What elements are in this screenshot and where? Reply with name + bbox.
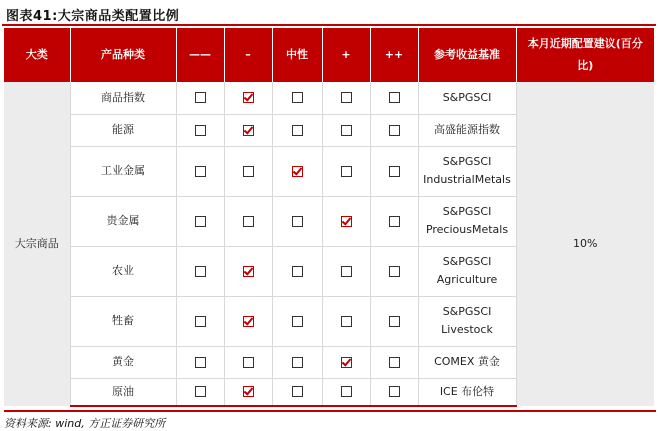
empty-checkbox-icon bbox=[341, 386, 352, 397]
rating-cell bbox=[176, 296, 224, 346]
benchmark-line: S&PGSCI bbox=[442, 255, 492, 268]
rating-cell bbox=[272, 114, 322, 146]
rating-cell bbox=[272, 296, 322, 346]
rating-cell bbox=[224, 246, 272, 296]
checked-checkbox-icon bbox=[243, 316, 254, 327]
product-cell: 贵金属 bbox=[70, 196, 176, 246]
rating-cell bbox=[176, 378, 224, 406]
checked-checkbox-icon bbox=[243, 266, 254, 277]
rating-cell bbox=[272, 346, 322, 378]
checked-checkbox-icon bbox=[341, 357, 352, 368]
benchmark-line: S&PGSCI bbox=[442, 90, 492, 104]
benchmark-cell bbox=[418, 378, 516, 406]
benchmark-cell bbox=[418, 146, 516, 196]
rating-cell bbox=[370, 146, 418, 196]
empty-checkbox-icon bbox=[292, 386, 303, 397]
rating-cell bbox=[370, 114, 418, 146]
empty-checkbox-icon bbox=[341, 92, 352, 103]
header-strong-negative: —— bbox=[176, 28, 224, 82]
table-row bbox=[4, 82, 654, 114]
benchmark-line: ICE 布伦特 bbox=[439, 384, 495, 398]
benchmark-cell bbox=[418, 82, 516, 114]
product-cell: 农业 bbox=[70, 246, 176, 296]
rating-cell bbox=[176, 196, 224, 246]
empty-checkbox-icon bbox=[389, 316, 400, 327]
checked-checkbox-icon bbox=[341, 216, 352, 227]
title-divider bbox=[2, 24, 656, 26]
rating-cell bbox=[224, 146, 272, 196]
rating-cell bbox=[370, 346, 418, 378]
allocation-table bbox=[4, 28, 654, 407]
header-row bbox=[4, 28, 654, 82]
rating-cell bbox=[322, 378, 370, 406]
benchmark-cell bbox=[418, 346, 516, 378]
rating-cell bbox=[370, 246, 418, 296]
empty-checkbox-icon bbox=[243, 166, 254, 177]
product-cell: 原油 bbox=[70, 378, 176, 406]
header-benchmark: 参考收益基准 bbox=[418, 28, 516, 82]
rating-cell bbox=[322, 246, 370, 296]
benchmark-line: PreciousMetals bbox=[425, 223, 509, 236]
benchmark-cell bbox=[418, 196, 516, 246]
rating-cell bbox=[322, 346, 370, 378]
empty-checkbox-icon bbox=[389, 266, 400, 277]
rating-cell bbox=[272, 378, 322, 406]
rating-cell bbox=[176, 114, 224, 146]
header-suggestion: 本月近期配置建议(百分比) bbox=[516, 28, 654, 82]
empty-checkbox-icon bbox=[292, 125, 303, 136]
benchmark-line: Agriculture bbox=[436, 273, 498, 286]
product-cell: 黄金 bbox=[70, 346, 176, 378]
empty-checkbox-icon bbox=[195, 386, 206, 397]
rating-cell bbox=[224, 296, 272, 346]
checked-checkbox-icon bbox=[243, 386, 254, 397]
empty-checkbox-icon bbox=[389, 357, 400, 368]
category-cell: 大宗商品 bbox=[4, 82, 70, 406]
figure-title: 图表41:大宗商品类配置比例 bbox=[6, 9, 180, 24]
rating-cell bbox=[322, 196, 370, 246]
benchmark-cell bbox=[418, 246, 516, 296]
empty-checkbox-icon bbox=[292, 216, 303, 227]
rating-cell bbox=[224, 196, 272, 246]
rating-cell bbox=[176, 146, 224, 196]
header-product: 产品种类 bbox=[70, 28, 176, 82]
empty-checkbox-icon bbox=[195, 316, 206, 327]
benchmark-line: S&PGSCI bbox=[442, 305, 492, 318]
rating-cell bbox=[272, 196, 322, 246]
empty-checkbox-icon bbox=[195, 125, 206, 136]
checked-checkbox-icon bbox=[243, 92, 254, 103]
product-cell: 商品指数 bbox=[70, 82, 176, 114]
empty-checkbox-icon bbox=[389, 386, 400, 397]
source-note: 资料来源: wind, 方正证券研究所 bbox=[4, 410, 656, 431]
benchmark-line: 高盛能源指数 bbox=[434, 123, 500, 136]
header-strong-positive: ++ bbox=[370, 28, 418, 82]
rating-cell bbox=[322, 146, 370, 196]
product-cell: 牲畜 bbox=[70, 296, 176, 346]
empty-checkbox-icon bbox=[292, 316, 303, 327]
empty-checkbox-icon bbox=[341, 166, 352, 177]
header-positive: + bbox=[322, 28, 370, 82]
suggestion-cell: 10% bbox=[516, 82, 654, 406]
rating-cell bbox=[176, 346, 224, 378]
benchmark-line: IndustrialMetals bbox=[423, 173, 511, 186]
rating-cell bbox=[176, 246, 224, 296]
rating-cell bbox=[272, 146, 322, 196]
empty-checkbox-icon bbox=[195, 216, 206, 227]
rating-cell bbox=[272, 82, 322, 114]
rating-cell bbox=[322, 296, 370, 346]
empty-checkbox-icon bbox=[243, 216, 254, 227]
rating-cell bbox=[322, 82, 370, 114]
empty-checkbox-icon bbox=[243, 357, 254, 368]
benchmark-line: S&PGSCI bbox=[442, 155, 492, 168]
rating-cell bbox=[224, 82, 272, 114]
empty-checkbox-icon bbox=[195, 92, 206, 103]
empty-checkbox-icon bbox=[292, 357, 303, 368]
product-cell: 能源 bbox=[70, 114, 176, 146]
rating-cell bbox=[370, 196, 418, 246]
benchmark-cell bbox=[418, 114, 516, 146]
empty-checkbox-icon bbox=[389, 216, 400, 227]
empty-checkbox-icon bbox=[389, 92, 400, 103]
rating-cell bbox=[224, 378, 272, 406]
benchmark-cell bbox=[418, 296, 516, 346]
checked-checkbox-icon bbox=[292, 166, 303, 177]
empty-checkbox-icon bbox=[195, 266, 206, 277]
empty-checkbox-icon bbox=[341, 266, 352, 277]
empty-checkbox-icon bbox=[195, 357, 206, 368]
rating-cell bbox=[322, 114, 370, 146]
rating-cell bbox=[224, 114, 272, 146]
benchmark-line: Livestock bbox=[441, 323, 493, 336]
checked-checkbox-icon bbox=[243, 125, 254, 136]
benchmark-line: COMEX 黄金 bbox=[434, 355, 500, 368]
empty-checkbox-icon bbox=[195, 166, 206, 177]
header-negative: – bbox=[224, 28, 272, 82]
benchmark-line: S&PGSCI bbox=[442, 205, 492, 218]
rating-cell bbox=[370, 296, 418, 346]
empty-checkbox-icon bbox=[389, 166, 400, 177]
empty-checkbox-icon bbox=[389, 125, 400, 136]
product-cell: 工业金属 bbox=[70, 146, 176, 196]
empty-checkbox-icon bbox=[341, 316, 352, 327]
rating-cell bbox=[370, 378, 418, 406]
header-category: 大类 bbox=[4, 28, 70, 82]
empty-checkbox-icon bbox=[292, 92, 303, 103]
rating-cell bbox=[370, 82, 418, 114]
header-neutral: 中性 bbox=[272, 28, 322, 82]
rating-cell bbox=[176, 82, 224, 114]
rating-cell bbox=[224, 346, 272, 378]
empty-checkbox-icon bbox=[292, 266, 303, 277]
rating-cell bbox=[272, 246, 322, 296]
empty-checkbox-icon bbox=[341, 125, 352, 136]
